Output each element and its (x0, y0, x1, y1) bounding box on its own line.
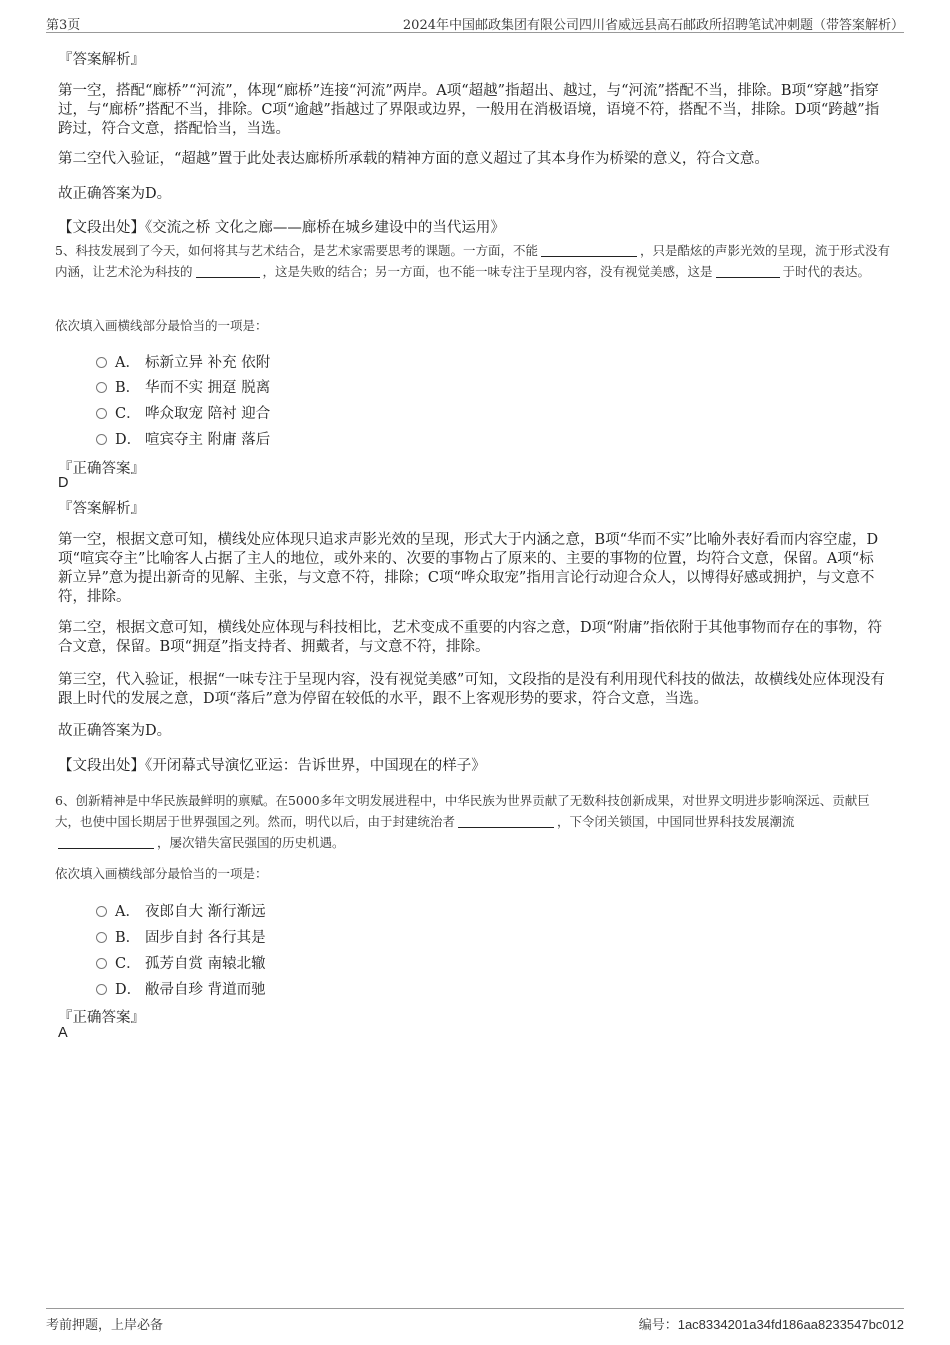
option-d[interactable]: D． 喧宾夺主 附庸 落后 (96, 428, 270, 450)
answer-value: A (58, 1025, 68, 1041)
radio-icon[interactable] (96, 434, 107, 445)
source-citation: 【文段出处】《交流之桥 文化之廊——廊桥在城乡建设中的当代运用》 (58, 220, 505, 236)
document-title: 2024年中国邮政集团有限公司四川省威远县高石邮政所招聘笔试冲刺题（带答案解析） (402, 18, 904, 33)
analysis-conclusion: 故正确答案为D。 (58, 186, 172, 202)
radio-icon[interactable] (96, 958, 107, 969)
analysis-label: 『答案解析』 (58, 52, 145, 68)
blank-line (541, 243, 637, 257)
analysis-label: 『答案解析』 (58, 501, 145, 517)
option-b[interactable]: B． 固步自封 各行其是 (96, 926, 266, 948)
blank-line (458, 814, 554, 828)
analysis-paragraph: 第一空，搭配“廊桥”“河流”，体现“廊桥”连接“河流”两岸。A项“超越”指超出、越过，与“河流”搭配不当，排除。B项“穿越”指穿过，与“廊桥”搭配不当，排除。C项“逾越”指越过了界限或边界，一般用在消极语境，语境不符，搭配不当，排除。D项“跨越”指跨过，符合文意，搭配恰当，当选。 (58, 83, 880, 137)
analysis-paragraph: 第一空，根据文意可知，横线处应体现只追求声影光效的呈现，形式大于内涵之意，B项“华而不实”比喻外表好看而内容空虚，D项“喧宾夺主”比喻客人占据了主人的地位，或外来的、次要的事物占了原来的、主要的事物的位置，均符合文意，保留。A项“标新立异”意为提出新奇的见解、主张，与文意不符，排除；C项“哗众取宠”指用言论行动迎合众人，以博得好感或拥护，与文意不符，排除。 (58, 532, 879, 605)
question-stem: 6、创新精神是中华民族最鲜明的禀赋。在5000多年文明发展进程中，中华民族为世界贡献了无数科技创新成果，对世界文明进步影响深远、贡献巨大，也使中国长期居于世界强国之列。然而，明代以后，由于封建统治者 ，下令闭关锁国，中国同世界科技发展潮流，屡次错失富民强国的历史机遇。 (55, 793, 870, 850)
source-citation: 【文段出处】《开闭幕式导演忆亚运：告诉世界，中国现在的样子》 (58, 758, 486, 774)
footer-slogan: 考前押题，上岸必备 (46, 1318, 164, 1333)
option-c[interactable]: C． 哗众取宠 陪衬 迎合 (96, 402, 270, 424)
blank-line (196, 264, 260, 278)
question-instruction: 依次填入画横线部分最恰当的一项是： (55, 318, 268, 333)
question-instruction: 依次填入画横线部分最恰当的一项是： (55, 866, 268, 881)
radio-icon[interactable] (96, 357, 107, 368)
page-header (46, 12, 904, 33)
answer-value: D (58, 475, 69, 491)
analysis-paragraph: 第二空代入验证，“超越”置于此处表达廊桥所承载的精神方面的意义超过了其本身作为桥梁的意义，符合文意。 (58, 151, 769, 167)
analysis-conclusion: 故正确答案为D。 (58, 723, 172, 739)
answer-label: 『正确答案』 (58, 1010, 145, 1026)
question-stem: 5、科技发展到了今天，如何将其与艺术结合，是艺术家需要思考的课题。一方面，不能 ，只是酷炫的声影光效的呈现，流于形式没有内涵，让艺术沦为科技的 ，这是失败的结合；另一方面，也不能一味专注于呈现内容，没有视觉美感，这是 于时代的表达。 (55, 243, 890, 279)
analysis-paragraph: 第二空，根据文意可知，横线处应体现与科技相比，艺术变成不重要的内容之意，D项“附庸”指依附于其他事物而存在的事物，符合文意，保留。B项“拥趸”指支持者、拥戴者，与文意不符，排除。 (58, 620, 882, 655)
analysis-paragraph: 第三空，代入验证，根据“一味专注于呈现内容，没有视觉美感”可知，文段指的是没有利用现代科技的做法，故横线处应体现没有跟上时代的发展之意，D项“落后”意为停留在较低的水平，跟不上客观形势的要求，符合文意，当选。 (58, 672, 885, 707)
blank-line (716, 264, 780, 278)
answer-label: 『正确答案』 (58, 461, 145, 477)
radio-icon[interactable] (96, 408, 107, 419)
radio-icon[interactable] (96, 932, 107, 943)
option-b[interactable]: B． 华而不实 拥趸 脱离 (96, 376, 270, 398)
blank-line (58, 835, 154, 849)
option-a[interactable]: A． 标新立异 补充 依附 (96, 351, 270, 373)
page-footer (46, 1308, 904, 1333)
option-c[interactable]: C． 孤芳自赏 南辕北辙 (96, 952, 266, 974)
document-code: 编号：1ac8334201a34fd186aa8233547bc012 (638, 1317, 904, 1333)
option-a[interactable]: A． 夜郎自大 渐行渐远 (96, 900, 266, 922)
option-d[interactable]: D． 敝帚自珍 背道而驰 (96, 978, 266, 1000)
radio-icon[interactable] (96, 906, 107, 917)
radio-icon[interactable] (96, 382, 107, 393)
radio-icon[interactable] (96, 984, 107, 995)
page-number: 第3页 (46, 18, 81, 33)
